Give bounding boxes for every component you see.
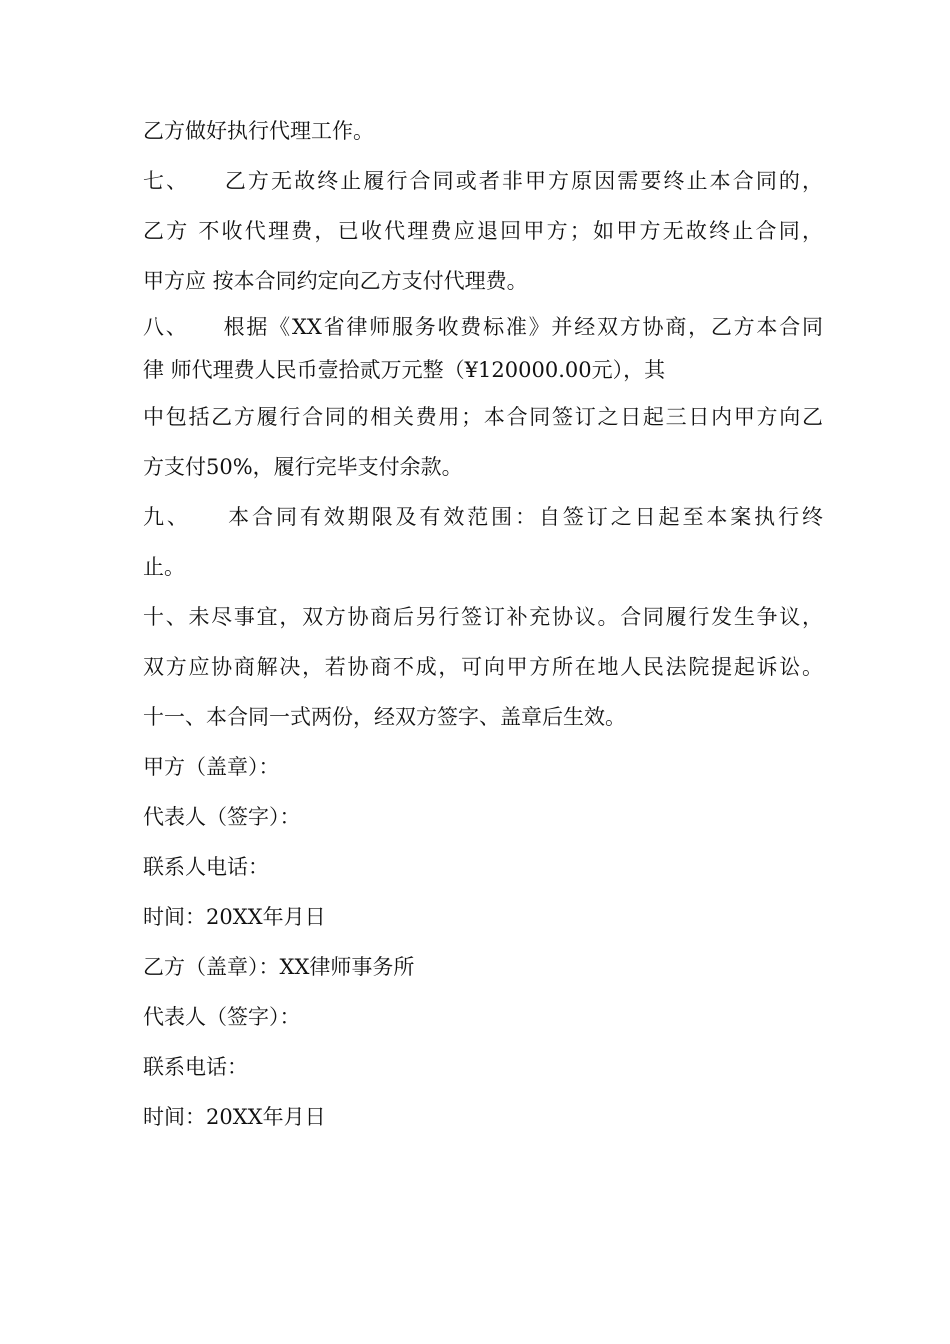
party-a-contact-phone: 联系人电话： (143, 855, 269, 879)
clause-7-line-3: 甲方应 按本合同约定向乙方支付代理费。 (143, 269, 528, 293)
clause-8-line-3: 中包括乙方履行合同的相关费用；本合同签订之日起三日内甲方向乙 (143, 405, 823, 429)
contract-body (143, 106, 823, 1142)
party-b-seal: 乙方（盖章）：XX律师事务所 (143, 955, 415, 979)
party-a-seal: 甲方（盖章）： (143, 755, 280, 779)
clause-10-line-2: 双方应协商解决，若协商不成，可向甲方所在地人民法院提起诉讼。 (143, 655, 823, 679)
clause-8-line-2: 律 师代理费人民币壹拾贰万元整（¥120000.00元），其 (143, 358, 666, 382)
clause-10-line-1: 十、未尽事宜，双方协商后另行签订补充协议。合同履行发生争议， (143, 605, 823, 629)
party-a-date: 时间：20XX年月日 (143, 905, 326, 929)
party-b-date: 时间：20XX年月日 (143, 1105, 326, 1129)
clause-9-line-1: 九、 本合同有效期限及有效范围：自签订之日起至本案执行终 (143, 505, 823, 529)
text-line: 乙方做好执行代理工作。 (143, 119, 374, 143)
party-b-contact-phone: 联系电话： (143, 1055, 248, 1079)
clause-9-line-2: 止。 (143, 555, 185, 579)
clause-7-line-2: 乙方 不收代理费，已收代理费应退回甲方；如甲方无故终止合同， (143, 219, 823, 243)
clause-8-line-1: 八、 根据《XX省律师服务收费标准》并经双方协商，乙方本合同 (143, 315, 823, 339)
clause-11-line: 十一、本合同一式两份，经双方签字、盖章后生效。 (143, 705, 626, 729)
party-a-representative: 代表人（签字）： (143, 805, 301, 829)
party-b-representative: 代表人（签字）： (143, 1005, 301, 1029)
clause-8-line-4: 方支付50%，履行完毕支付余款。 (143, 455, 463, 479)
clause-7-line-1: 七、 乙方无故终止履行合同或者非甲方原因需要终止本合同的， (143, 169, 823, 193)
